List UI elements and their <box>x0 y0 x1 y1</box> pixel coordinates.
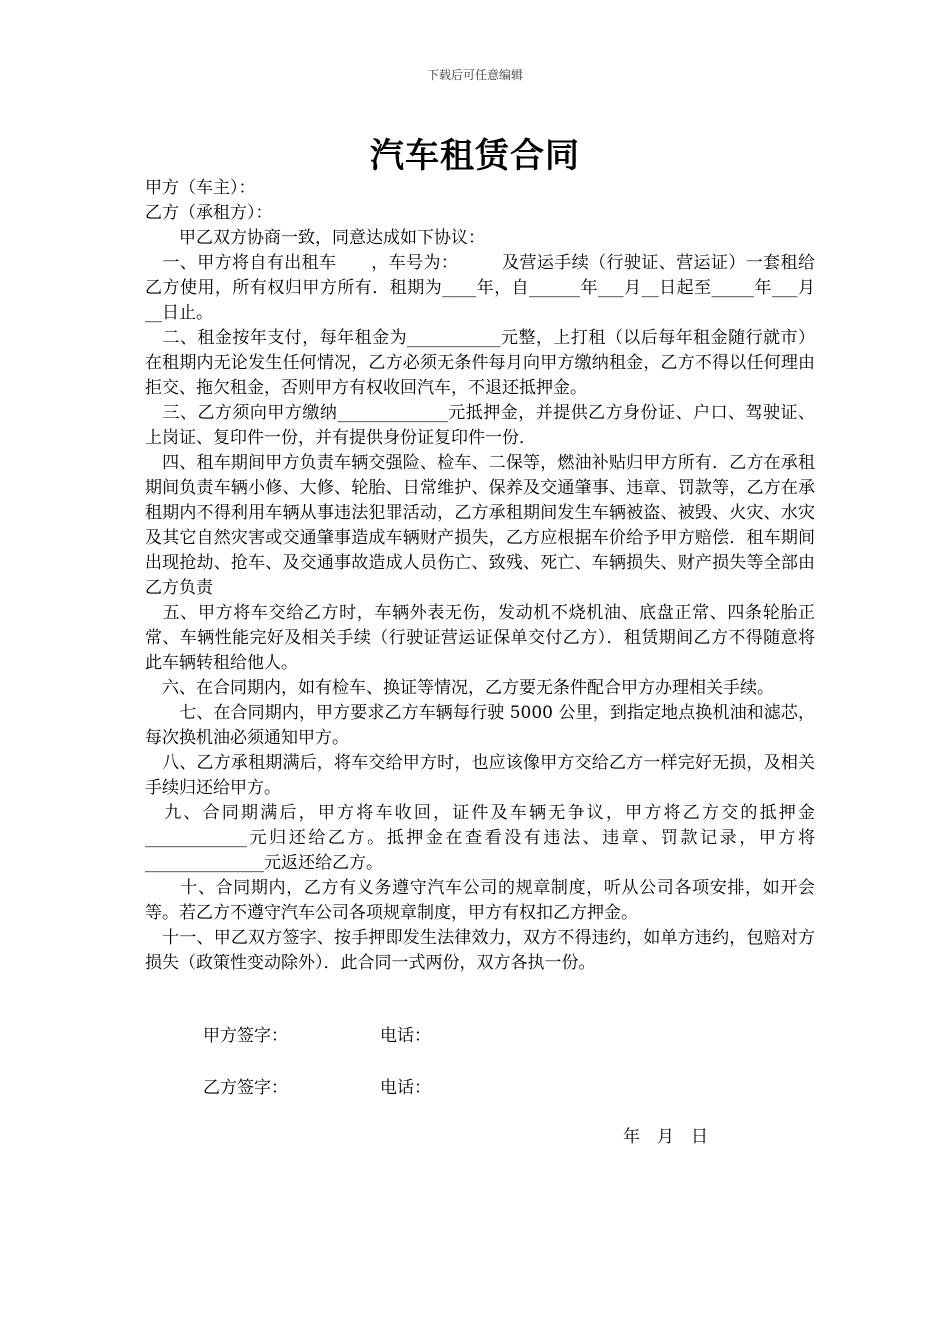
party-b-signature-label: 乙方签字： <box>203 1078 288 1098</box>
clause-7: 七、在合同期内，甲方要求乙方车辆每行驶 5000 公里，到指定地点换机油和滤芯，每次换机油必须通知甲方。 <box>145 703 815 748</box>
contract-title: 汽车租赁合同 <box>370 136 580 176</box>
party-a-line: 甲方（车主）： <box>145 178 256 198</box>
contract-body <box>145 176 815 976</box>
clause-6: 六、在合同期内，如有检车、换证等情况，乙方要无条件配合甲方办理相关手续。 <box>145 678 774 698</box>
clause-5: 五、甲方将车交给乙方时，车辆外表无伤，发动机不烧机油、底盘正常、四条轮胎正常、车辆性能完好及相关手续（行驶证营运证保单交付乙方）．租赁期间乙方不得随意将此车辆转租给他人。 <box>145 603 815 673</box>
clause-8: 八、乙方承租期满后，将车交给甲方时，也应该像甲方交给乙方一样完好无损，及相关手续归还给甲方。 <box>145 753 815 798</box>
clause-10: 十、合同期内，乙方有义务遵守汽车公司的规章制度，听从公司各项安排，如开会等。若乙方不遵守汽车公司各项规章制度，甲方有权扣乙方押金。 <box>145 878 815 923</box>
intro-paragraph: 甲乙双方协商一致，同意达成如下协议： <box>145 228 485 248</box>
party-a-phone-label: 电话： <box>380 1026 431 1046</box>
date-line: 年 月 日 <box>623 1127 708 1147</box>
clause-4: 四、租车期间甲方负责车辆交强险、检车、二保等，燃油补贴归甲方所有．乙方在承租期间负责车辆小修、大修、轮胎、日常维护、保养及交通肇事、违章、罚款等，乙方在承租期内不得利用车辆从事违法犯罪活动，乙方承租期间发生车辆被盗、被毁、火灾、水灾及其它自然灾害或交通肇事造成车辆财产损失，乙方应根据车价给予甲方赔偿．租车期间出现抢劫、抢车、及交通事故造成人员伤亡、致残、死亡、车辆损失、财产损失等全部由乙方负责 <box>145 453 815 598</box>
clause-3: 三、乙方须向甲方缴纳_____________元抵押金，并提供乙方身份证、户口、驾驶证、上岗证、复印件一份，并有提供身份证复印件一份． <box>145 403 815 448</box>
clause-2: 二、租金按年支付，每年租金为___________元整，上打租（以后每年租金随行就市）在租期内无论发生任何情况，乙方必须无条件每月向甲方缴纳租金，乙方不得以任何理由拒交、拖欠租金，否则甲方有权收回汽车，不退还抵押金。 <box>145 328 815 398</box>
clause-1: 一、甲方将自有出租车 ，车号为： 及营运手续（行驶证、营运证）一套租给乙方使用，所有权归甲方所有．租期为____年，自______年___月__日起至_____年___月__日止。 <box>145 253 815 323</box>
party-b-line: 乙方（承租方）： <box>145 203 273 223</box>
header-note: 下载后可任意编辑 <box>426 68 523 82</box>
clause-9: 九、合同期满后，甲方将车收回，证件及车辆无争议，甲方将乙方交的抵押金____________元归还给乙方。抵押金在查看没有违法、违章、罚款记录，甲方将______________元返还给乙方。 <box>145 803 815 873</box>
clause-11: 十一、甲乙双方签字、按手押即发生法律效力，双方不得违约，如单方违约，包赔对方损失（政策性变动除外）．此合同一式两份，双方各执一份。 <box>145 928 815 973</box>
party-b-phone-label: 电话： <box>380 1078 431 1098</box>
party-a-signature-label: 甲方签字： <box>203 1026 288 1046</box>
